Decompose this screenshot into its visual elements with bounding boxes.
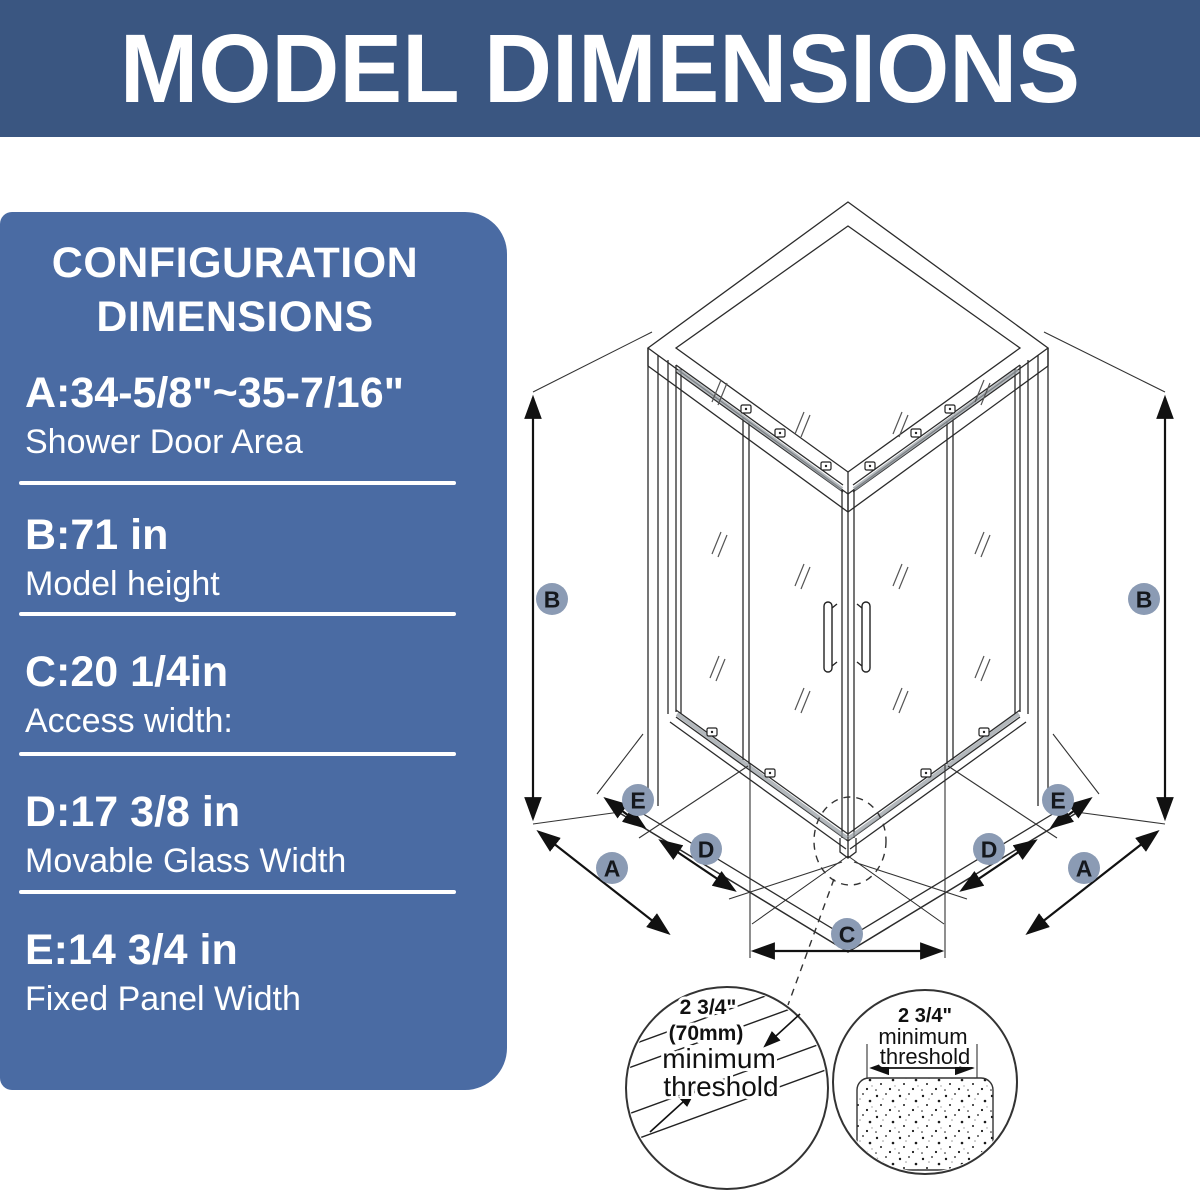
dim-label-b-left xyxy=(536,583,568,615)
enclosure-linework xyxy=(618,202,1078,952)
panel-title-line2: DIMENSIONS xyxy=(96,293,374,341)
svg-text:2 3/4": 2 3/4" xyxy=(898,1005,952,1027)
dimension-a-label: Shower Door Area xyxy=(25,423,303,461)
left-door-handle xyxy=(824,602,832,672)
threshold-detail-right xyxy=(833,990,1017,1174)
top-frame-outer xyxy=(648,202,1048,494)
dim-label-a-left xyxy=(596,852,628,884)
svg-text:minimum: minimum xyxy=(878,1024,968,1049)
svg-text:threshold: threshold xyxy=(663,1071,779,1102)
svg-text:A: A xyxy=(1075,855,1093,882)
svg-text:B: B xyxy=(1135,586,1153,613)
tray-opening-edges xyxy=(752,856,944,924)
dimension-b-label: Model height xyxy=(25,565,220,603)
dimension-b-value: B:71 in xyxy=(25,511,169,559)
dimension-c-value: C:20 1/4in xyxy=(25,648,229,696)
svg-text:C: C xyxy=(838,921,856,948)
threshold-detail-left xyxy=(612,967,845,1189)
dimension-a-value: A:34-5/8"~35-7/16" xyxy=(25,369,405,417)
svg-text:threshold: threshold xyxy=(879,1044,971,1069)
panel-title-line1: CONFIGURATION xyxy=(51,239,419,287)
dim-label-c xyxy=(831,918,863,950)
svg-text:E: E xyxy=(630,787,646,814)
right-door-handle xyxy=(862,602,870,672)
svg-text:2 3/4": 2 3/4" xyxy=(679,996,737,1019)
dim-a-right-arrow xyxy=(1028,832,1157,933)
threshold-cross-section xyxy=(857,1078,993,1170)
svg-text:E: E xyxy=(1050,787,1066,814)
dim-label-a-right xyxy=(1068,852,1100,884)
svg-text:minimum: minimum xyxy=(662,1043,776,1074)
dim-label-e-right xyxy=(1042,784,1074,816)
callout-leader xyxy=(788,879,834,1005)
top-frame-inner xyxy=(676,226,1020,472)
glass-marks xyxy=(710,380,990,713)
left-wall-edges xyxy=(648,348,681,810)
dimension-c-label: Access width: xyxy=(25,702,233,740)
bottom-track-right xyxy=(848,710,1026,849)
svg-text:(70mm): (70mm) xyxy=(668,1022,744,1045)
right-panel-divider xyxy=(947,417,953,764)
dimension-e-label: Fixed Panel Width xyxy=(25,980,301,1018)
svg-text:D: D xyxy=(980,836,998,863)
dim-label-e-left xyxy=(622,784,654,816)
dim-a-left-arrow xyxy=(539,832,668,933)
svg-text:A: A xyxy=(603,855,621,882)
right-wall-edges xyxy=(1015,348,1048,810)
door-handles xyxy=(824,602,870,672)
dim-label-d-left xyxy=(690,833,722,865)
svg-text:D: D xyxy=(697,836,715,863)
dim-label-d-right xyxy=(973,833,1005,865)
callout-circle xyxy=(814,797,886,885)
bottom-track-left xyxy=(670,710,848,849)
page-title: MODEL DIMENSIONS xyxy=(119,13,1081,123)
dim-label-b-right xyxy=(1128,583,1160,615)
corner-post xyxy=(842,472,854,858)
dimension-e-value: E:14 3/4 in xyxy=(25,926,238,974)
dimension-d-label: Movable Glass Width xyxy=(25,842,347,880)
threshold-callout xyxy=(788,797,886,1005)
dimension-d-value: D:17 3/8 in xyxy=(25,788,241,836)
svg-text:B: B xyxy=(543,586,561,613)
left-panel-divider xyxy=(743,417,749,764)
